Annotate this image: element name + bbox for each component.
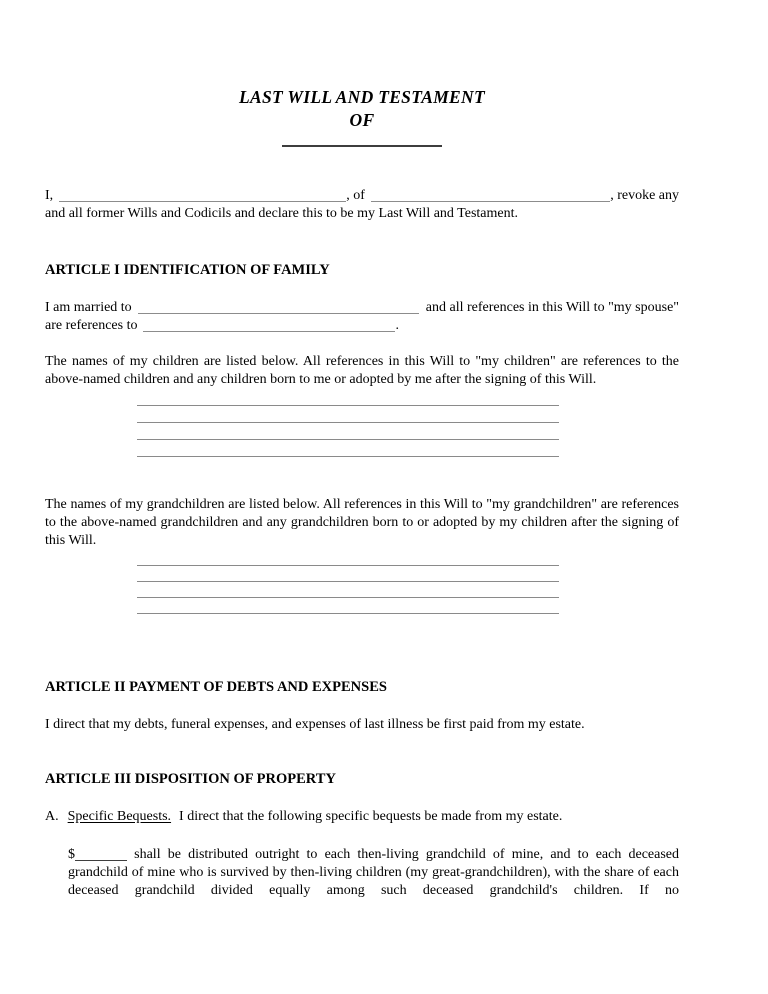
- bequest-body-text: shall be distributed outright to each then-living grandchild of mine, and to each deceased grandchild of mine who is survived by then-living children (my great-grandchildren), with the share of each deceased grandchild divided equally among such deceased grandchild's children. If no: [68, 847, 680, 898]
- opening-of-text: , of: [346, 188, 365, 203]
- grandchild-name-line-2[interactable]: [137, 566, 559, 582]
- testator-name-blank[interactable]: [59, 197, 346, 202]
- title-block: [45, 86, 679, 147]
- opening-revoke-text: , revoke any: [610, 188, 679, 203]
- spouse-name-blank[interactable]: [138, 309, 419, 314]
- married-lead-text: I am married to: [45, 300, 132, 315]
- item-a-label: A.: [45, 809, 59, 824]
- opening-line-1: [45, 187, 679, 205]
- child-name-line-4[interactable]: [137, 440, 559, 457]
- married-tail-text: and all references in this Will to "my spouse": [425, 300, 679, 315]
- child-name-line-3[interactable]: [137, 423, 559, 440]
- child-name-line-1[interactable]: [137, 389, 559, 406]
- grandchild-name-line-4[interactable]: [137, 598, 559, 614]
- children-intro-paragraph: The names of my children are listed below. All references in this Will to "my children" are references to the above-named children and any children born to me or adopted by me after the signing of this Will.: [45, 354, 679, 387]
- document-title-of: OF: [349, 110, 375, 130]
- opening-line-2: and all former Wills and Codicils and declare this to be my Last Will and Testament.: [45, 206, 519, 221]
- children-name-list: [45, 389, 679, 457]
- references-period: .: [395, 318, 399, 333]
- marriage-line-2: [45, 317, 679, 335]
- grandchild-name-line-3[interactable]: [137, 582, 559, 598]
- spouse-reference-blank[interactable]: [143, 328, 395, 332]
- bequest-amount-blank[interactable]: [75, 857, 127, 861]
- document-title: LAST WILL AND TESTAMENT: [239, 87, 485, 107]
- article-2-heading: ARTICLE II PAYMENT OF DEBTS AND EXPENSES: [45, 679, 387, 695]
- references-lead-text: are references to: [45, 318, 138, 333]
- grandchild-name-line-1[interactable]: [137, 550, 559, 566]
- bequest-paragraph: [68, 846, 679, 900]
- testator-name-title-blank[interactable]: [282, 144, 442, 147]
- opening-paragraph: [45, 187, 679, 223]
- testator-city-blank[interactable]: [371, 197, 610, 202]
- specific-bequests-item: [45, 808, 679, 826]
- item-a-body: I direct that the following specific bequests be made from my estate.: [179, 809, 563, 824]
- debts-paragraph: I direct that my debts, funeral expenses, and expenses of last illness be first paid from my estate.: [45, 717, 585, 732]
- marriage-line-1: [45, 299, 679, 317]
- child-name-line-2[interactable]: [137, 406, 559, 423]
- title-blank-row: [45, 144, 679, 147]
- marriage-clause: [45, 299, 679, 335]
- article-3-heading: ARTICLE III DISPOSITION OF PROPERTY: [45, 771, 336, 787]
- article-1-heading: ARTICLE I IDENTIFICATION OF FAMILY: [45, 262, 330, 278]
- opening-intro-text: I,: [45, 188, 54, 203]
- bequest-currency-sign: $: [68, 847, 75, 862]
- grandchildren-intro-paragraph: The names of my grandchildren are listed below. All references in this Will to "my grandchildren" are references to the above-named grandchildren and any grandchildren born to or adopted by my children after the signing of this Will.: [45, 497, 679, 548]
- grandchildren-name-list: [45, 550, 679, 614]
- item-a-title: Specific Bequests.: [67, 809, 172, 824]
